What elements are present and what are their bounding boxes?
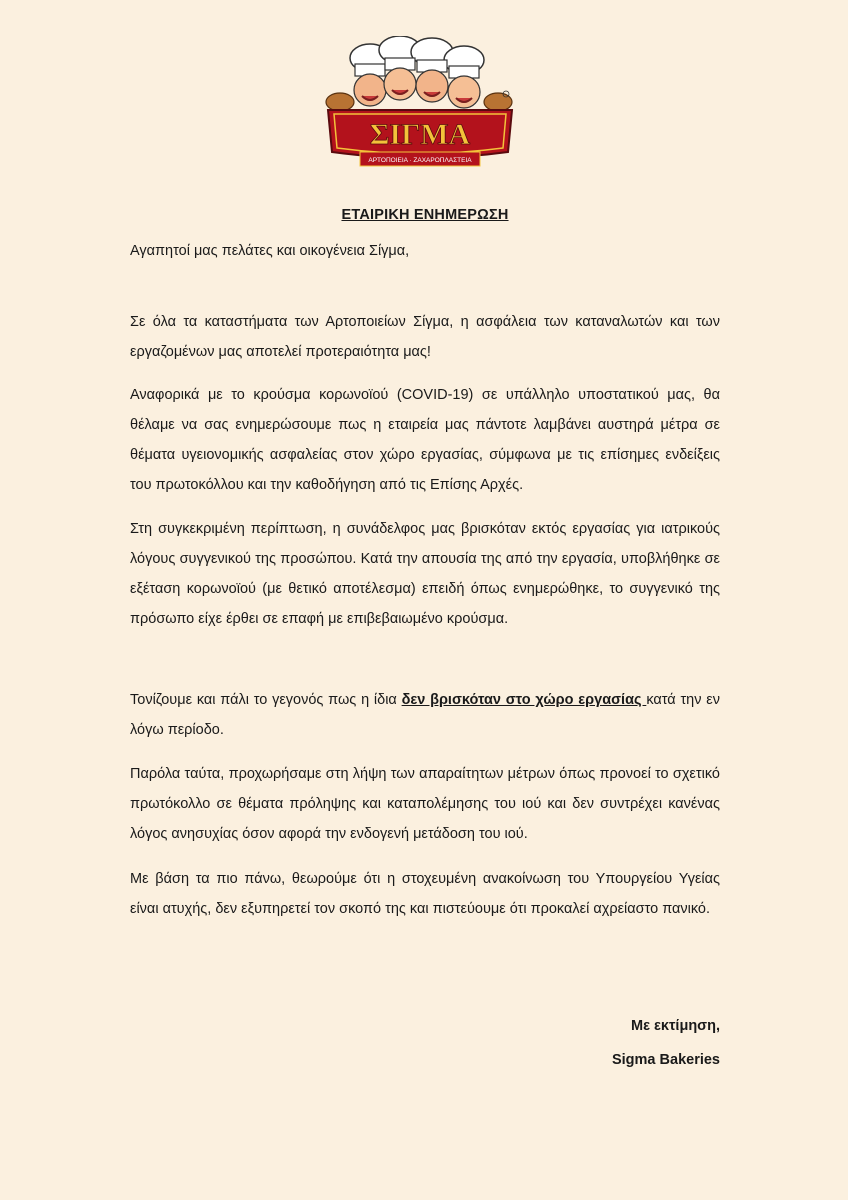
signature-closing: Με εκτίμηση,	[631, 1018, 720, 1034]
paragraph-4	[130, 685, 720, 745]
bakers-logo-icon	[322, 36, 518, 170]
paragraph-4-after: κατά την εν λόγω περίοδο.	[130, 692, 720, 738]
paragraph-2: Αναφορικά με το κρούσμα κορωνοϊού (COVID-19) σε υπάλληλο υποστατικού μας, θα θέλαμε να σας ενημερώσουμε πως η εταιρεία μας πάντοτε λαμβάνει αυστηρά μέτρα σε θέματα υγειονομικής ασφαλείας στον χώρο εργασίας, σύμφωνα με τις επίσημες ενδείξεις του πρωτοκόλλου και την καθοδήγηση από τις Επίσης Αρχές.	[130, 387, 720, 493]
logo-tagline-text: ΑΡΤΟΠΟΙΕΙΑ · ΖΑΧΑΡΟΠΛΑΣΤΕΙΑ	[368, 157, 472, 164]
paragraph-4-before: Τονίζουμε και πάλι το γεγονός πως η ίδια	[130, 692, 402, 708]
sigma-logo	[322, 36, 518, 170]
page-title: ΕΤΑΙΡΙΚΗ ΕΝΗΜΕΡΩΣΗ	[341, 207, 509, 223]
logo-brand-text: ΣΙΓΜΑ	[369, 118, 471, 151]
greeting: Αγαπητοί μας πελάτες και οικογένεια Σίγμα,	[130, 243, 410, 259]
paragraph-1: Σε όλα τα καταστήματα των Αρτοποιείων Σίγμα, η ασφάλεια των καταναλωτών και των εργαζομένων μας αποτελεί προτεραιότητα μας!	[130, 314, 720, 360]
paragraph-5: Παρόλα ταύτα, προχωρήσαμε στη λήψη των απαραίτητων μέτρων όπως προνοεί το σχετικό πρωτόκολλο σε θέματα πρόληψης και καταπολέμησης του ιού και δεν συντρέχει κανένας λόγος ανησυχίας όσον αφορά την ενδογενή μετάδοση του ιού.	[130, 766, 720, 842]
paragraph-6: Με βάση τα πιο πάνω, θεωρούμε ότι η στοχευμένη ανακοίνωση του Υπουργείου Υγείας είναι ατυχής, δεν εξυπηρετεί τον σκοπό της και πιστεύουμε ότι προκαλεί αχρείαστο πανικό.	[130, 871, 720, 917]
paragraph-3: Στη συγκεκριμένη περίπτωση, η συνάδελφος μας βρισκόταν εκτός εργασίας για ιατρικούς λόγους συγγενικού της προσώπου. Κατά την απουσία της από την εργασία, υποβλήθηκε σε εξέταση κορωνοϊού (με θετικό αποτέλεσμα) επειδή όπως ενημερώθηκε, το συγγενικό της πρόσωπο είχε έρθει σε επαφή με επιβεβαιωμένο κρούσμα.	[130, 521, 720, 627]
signature-name: Sigma Bakeries	[611, 1052, 720, 1068]
paragraph-4-emphasis: δεν βρισκόταν στο χώρο εργασίας	[401, 692, 647, 708]
